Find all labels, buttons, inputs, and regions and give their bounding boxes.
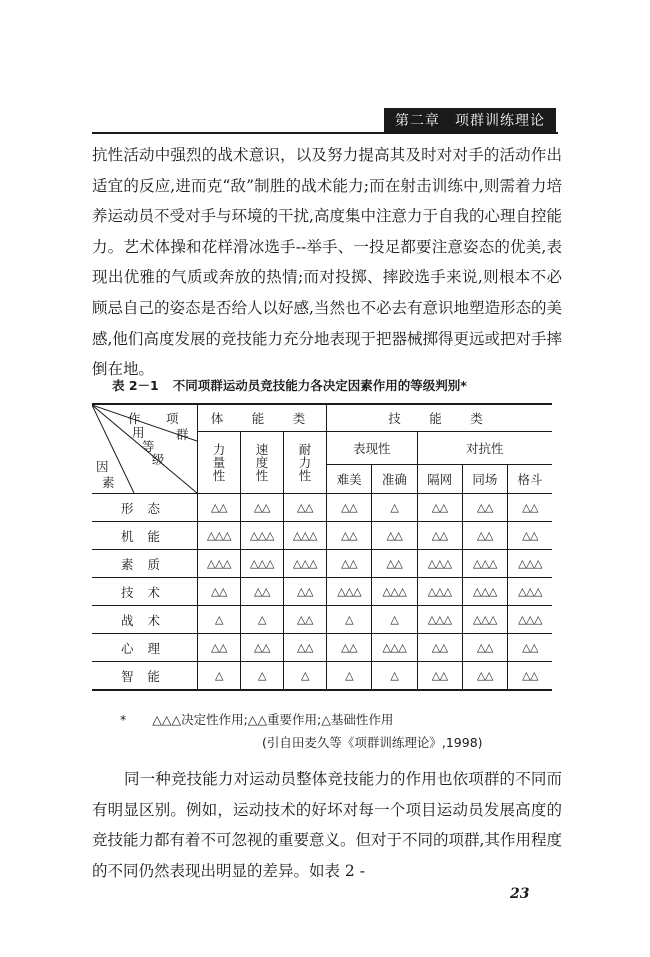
grade-cell: △△ bbox=[284, 494, 327, 522]
grade-cell: △△ bbox=[508, 634, 552, 662]
corner-label: 项 bbox=[166, 411, 179, 426]
corner-label: 素 bbox=[102, 475, 115, 490]
grade-cell: △ bbox=[284, 662, 327, 691]
grade-cell: △△ bbox=[417, 634, 462, 662]
table-row bbox=[92, 662, 552, 691]
grade-cell: △△△ bbox=[241, 522, 284, 550]
page-number: 23 bbox=[510, 886, 530, 902]
group-physical: 体 能 类 bbox=[198, 404, 327, 432]
col-header-accuracy: 准确 bbox=[372, 465, 417, 494]
corner-label: 等 bbox=[142, 439, 155, 454]
grade-cell: △ bbox=[372, 606, 417, 634]
grade-cell: △△△ bbox=[508, 550, 552, 578]
table-corner-cell bbox=[92, 404, 198, 494]
table-caption bbox=[112, 376, 562, 394]
grade-cell: △△ bbox=[508, 662, 552, 691]
grade-cell: △△△ bbox=[417, 578, 462, 606]
grade-cell: △△ bbox=[462, 662, 507, 691]
grade-cell: △ bbox=[198, 662, 241, 691]
grade-cell: △△△ bbox=[462, 550, 507, 578]
row-label: 技术 bbox=[92, 578, 198, 606]
grade-cell: △△△ bbox=[462, 578, 507, 606]
grade-cell: △△ bbox=[372, 522, 417, 550]
grade-cell: △ bbox=[241, 606, 284, 634]
grade-cell: △△ bbox=[284, 578, 327, 606]
grade-cell: △△ bbox=[508, 494, 552, 522]
grade-cell: △△△ bbox=[198, 522, 241, 550]
grade-cell: △ bbox=[372, 662, 417, 691]
grade-cell: △△△ bbox=[198, 550, 241, 578]
grade-cell: △ bbox=[241, 662, 284, 691]
grade-cell: △ bbox=[327, 606, 372, 634]
paragraph-2: 同一种竞技能力对运动员整体竞技能力的作用也依项群的不同而有明显区别。例如，运动技术的好坏对每一个项目运动员发展高度的竞技能力都有着不可忽视的重要意义。但对于不同的项群,其作用程度的不同仍然表现出明显的差异。如表 2 - bbox=[92, 770, 562, 880]
table-row bbox=[92, 578, 552, 606]
grade-cell: △△ bbox=[284, 634, 327, 662]
note-text: △△△决定性作用;△△重要作用;△基础性作用 bbox=[152, 712, 394, 727]
table-note bbox=[120, 710, 393, 728]
grade-cell: △△△ bbox=[462, 606, 507, 634]
group-antagonistic: 对抗性 bbox=[417, 432, 552, 465]
grade-cell: △△ bbox=[417, 522, 462, 550]
grade-cell: △△ bbox=[241, 578, 284, 606]
grade-cell: △△△ bbox=[508, 578, 552, 606]
grade-cell: △△△ bbox=[284, 522, 327, 550]
header-rule bbox=[92, 132, 558, 134]
note-star: * bbox=[120, 712, 127, 727]
grade-cell: △△△ bbox=[417, 550, 462, 578]
grade-cell: △△△ bbox=[417, 606, 462, 634]
grade-cell: △△△ bbox=[327, 578, 372, 606]
grade-cell: △ bbox=[198, 606, 241, 634]
corner-label: 作 bbox=[128, 411, 141, 426]
grade-cell: △ bbox=[372, 494, 417, 522]
grade-cell: △△ bbox=[372, 550, 417, 578]
table-source: (引自田麦久等《项群训练理论》,1998) bbox=[262, 735, 483, 750]
group-expressive: 表现性 bbox=[327, 432, 418, 465]
grade-table bbox=[92, 403, 552, 691]
grade-cell: △ bbox=[327, 662, 372, 691]
row-label: 形态 bbox=[92, 494, 198, 522]
col-header-speed: 速度性 bbox=[241, 432, 284, 494]
table-row bbox=[92, 606, 552, 634]
grade-cell: △△△ bbox=[284, 550, 327, 578]
row-label: 智能 bbox=[92, 662, 198, 691]
grade-cell: △△ bbox=[462, 494, 507, 522]
table-row bbox=[92, 522, 552, 550]
table-row bbox=[92, 494, 552, 522]
grade-cell: △△ bbox=[417, 662, 462, 691]
grade-cell: △△ bbox=[462, 522, 507, 550]
row-label: 心理 bbox=[92, 634, 198, 662]
grade-cell: △△ bbox=[327, 634, 372, 662]
grade-cell: △△ bbox=[327, 550, 372, 578]
row-label: 机能 bbox=[92, 522, 198, 550]
grade-cell: △△ bbox=[241, 494, 284, 522]
grade-cell: △△ bbox=[327, 494, 372, 522]
grade-cell: △△△ bbox=[241, 550, 284, 578]
grade-cell: △△ bbox=[327, 522, 372, 550]
grade-cell: △△ bbox=[198, 578, 241, 606]
row-label: 战术 bbox=[92, 606, 198, 634]
col-header-combat: 格斗 bbox=[508, 465, 552, 494]
col-header-strength: 力量性 bbox=[198, 432, 241, 494]
grade-cell: △△△ bbox=[372, 578, 417, 606]
grade-cell: △△ bbox=[198, 494, 241, 522]
corner-label: 用 bbox=[132, 425, 145, 440]
corner-label: 级 bbox=[152, 452, 165, 467]
grade-cell: △△ bbox=[417, 494, 462, 522]
corner-label: 因 bbox=[96, 459, 109, 474]
col-header-endurance: 耐力性 bbox=[284, 432, 327, 494]
col-header-same-field: 同场 bbox=[462, 465, 507, 494]
paragraph-1: 抗性活动中强烈的战术意识，以及努力提高其及时对对手的活动作出适宜的反应,进而克“敌”制胜的战术能力;而在射击训练中,则需着力培养运动员不受对手与环境的干扰,高度集中注意力于自我的心理自控能力。艺术体操和花样滑冰选手--举手、一投足都要注意姿态的优美,表现出优雅的气质或奔放的热情;而对投掷、摔跤选手来说,则根本不必顾忌自己的姿态是否给人以好感,当然也不必去有意识地塑造形态的美感,他们高度发展的竞技能力充分地表现于把器械掷得更远或把对手摔倒在地。 bbox=[92, 146, 562, 379]
table-row bbox=[92, 634, 552, 662]
grade-cell: △△△ bbox=[508, 606, 552, 634]
grade-cell: △△ bbox=[284, 606, 327, 634]
running-header: 第二章 项群训练理论 bbox=[384, 108, 556, 134]
col-header-net: 隔网 bbox=[417, 465, 462, 494]
grade-cell: △△ bbox=[241, 634, 284, 662]
group-skill: 技 能 类 bbox=[327, 404, 553, 432]
grade-cell: △△ bbox=[462, 634, 507, 662]
grade-cell: △△ bbox=[508, 522, 552, 550]
table-row bbox=[92, 550, 552, 578]
grade-cell: △△△ bbox=[372, 634, 417, 662]
table-title: 不同项群运动员竞技能力各决定因素作用的等级判别* bbox=[172, 378, 467, 393]
grade-cell: △△ bbox=[198, 634, 241, 662]
table-number: 表 2－1 bbox=[112, 378, 159, 393]
corner-label: 群 bbox=[176, 427, 189, 442]
col-header-difficulty-beauty: 难美 bbox=[327, 465, 372, 494]
row-label: 素质 bbox=[92, 550, 198, 578]
